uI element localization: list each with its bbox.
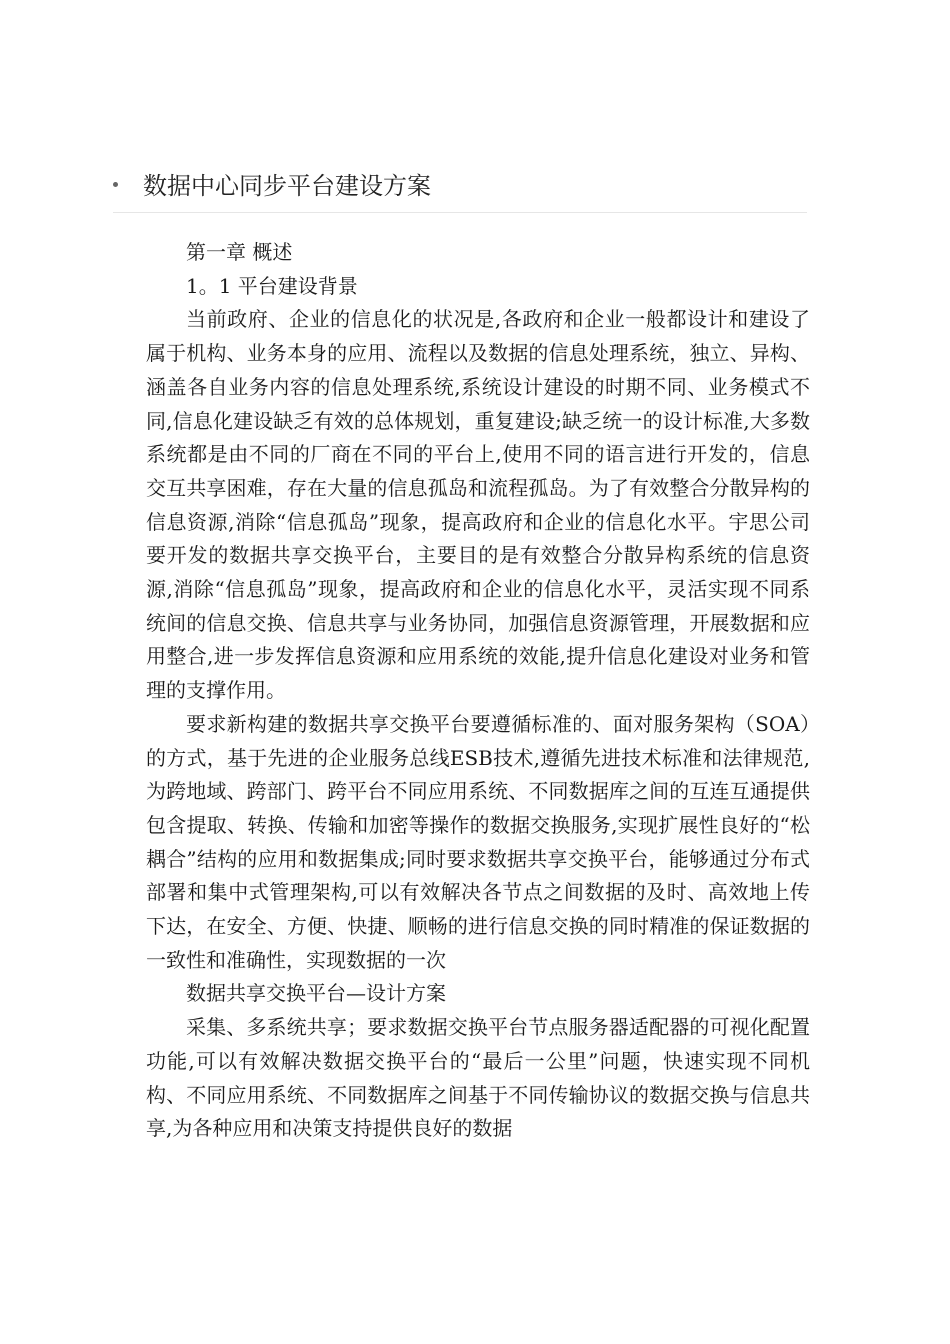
document-title: 数据中心同步平台建设方案: [143, 172, 431, 200]
paragraph-requirements: 要求新构建的数据共享交换平台要遵循标准的、面对服务架构（SOA）的方式，基于先进的企业服务总线ESB技术,遵循先进技术标准和法律规范,为跨地域、跨部门、跨平台不同应用系统、不同数据库之间的互连互通提供包含提取、转换、传输和加密等操作的数据交换服务,实现扩展性良好的“松耦合”结构的应用和数据集成;同时要求数据共享交换平台，能够通过分布式部署和集中式管理架构,可以有效解决各节点之间数据的及时、高效地上传下达，在安全、方便、快捷、顺畅的进行信息交换的同时精准的保证数据的一致性和准确性，实现数据的一次: [146, 711, 810, 972]
paragraph-background: 当前政府、企业的信息化的状况是,各政府和企业一般都设计和建设了属于机构、业务本身的应用、流程以及数据的信息处理系统，独立、异构、涵盖各自业务内容的信息处理系统,系统设计建设的时期不同、业务模式不同,信息化建设缺乏有效的总体规划，重复建设;缺乏统一的设计标准,大多数系统都是由不同的厂商在不同的平台上,使用不同的语言进行开发的，信息交互共享困难，存在大量的信息孤岛和流程孤岛。为了有效整合分散异构的信息资源,消除“信息孤岛”现象，提高政府和企业的信息化水平。宇思公司要开发的数据共享交换平台，主要目的是有效整合分散异构系统的信息资源,消除“信息孤岛”现象，提高政府和企业的信息化水平，灵活实现不同系统间的信息交换、信息共享与业务协同，加强信息资源管理，开展数据和应用整合,进一步发挥信息资源和应用系统的效能,提升信息化建设对业务和管理的支撑作用。: [146, 307, 810, 703]
chapter-heading: 第一章 概述: [186, 240, 293, 264]
title-row: [113, 168, 807, 213]
bullet-icon: [113, 182, 118, 187]
document-body: [146, 236, 810, 1146]
running-header: 数据共享交换平台—设计方案: [186, 981, 446, 1006]
paragraph-continuation: 采集、多系统共享；要求数据交换平台节点服务器适配器的可视化配置功能,可以有效解决数据交换平台的“最后一公里”问题，快速实现不同机构、不同应用系统、不同数据库之间基于不同传输协议的数据交换与信息共享,为各种应用和决策支持提供良好的数据: [146, 1015, 810, 1141]
section-heading: 1。1 平台建设背景: [186, 273, 358, 298]
